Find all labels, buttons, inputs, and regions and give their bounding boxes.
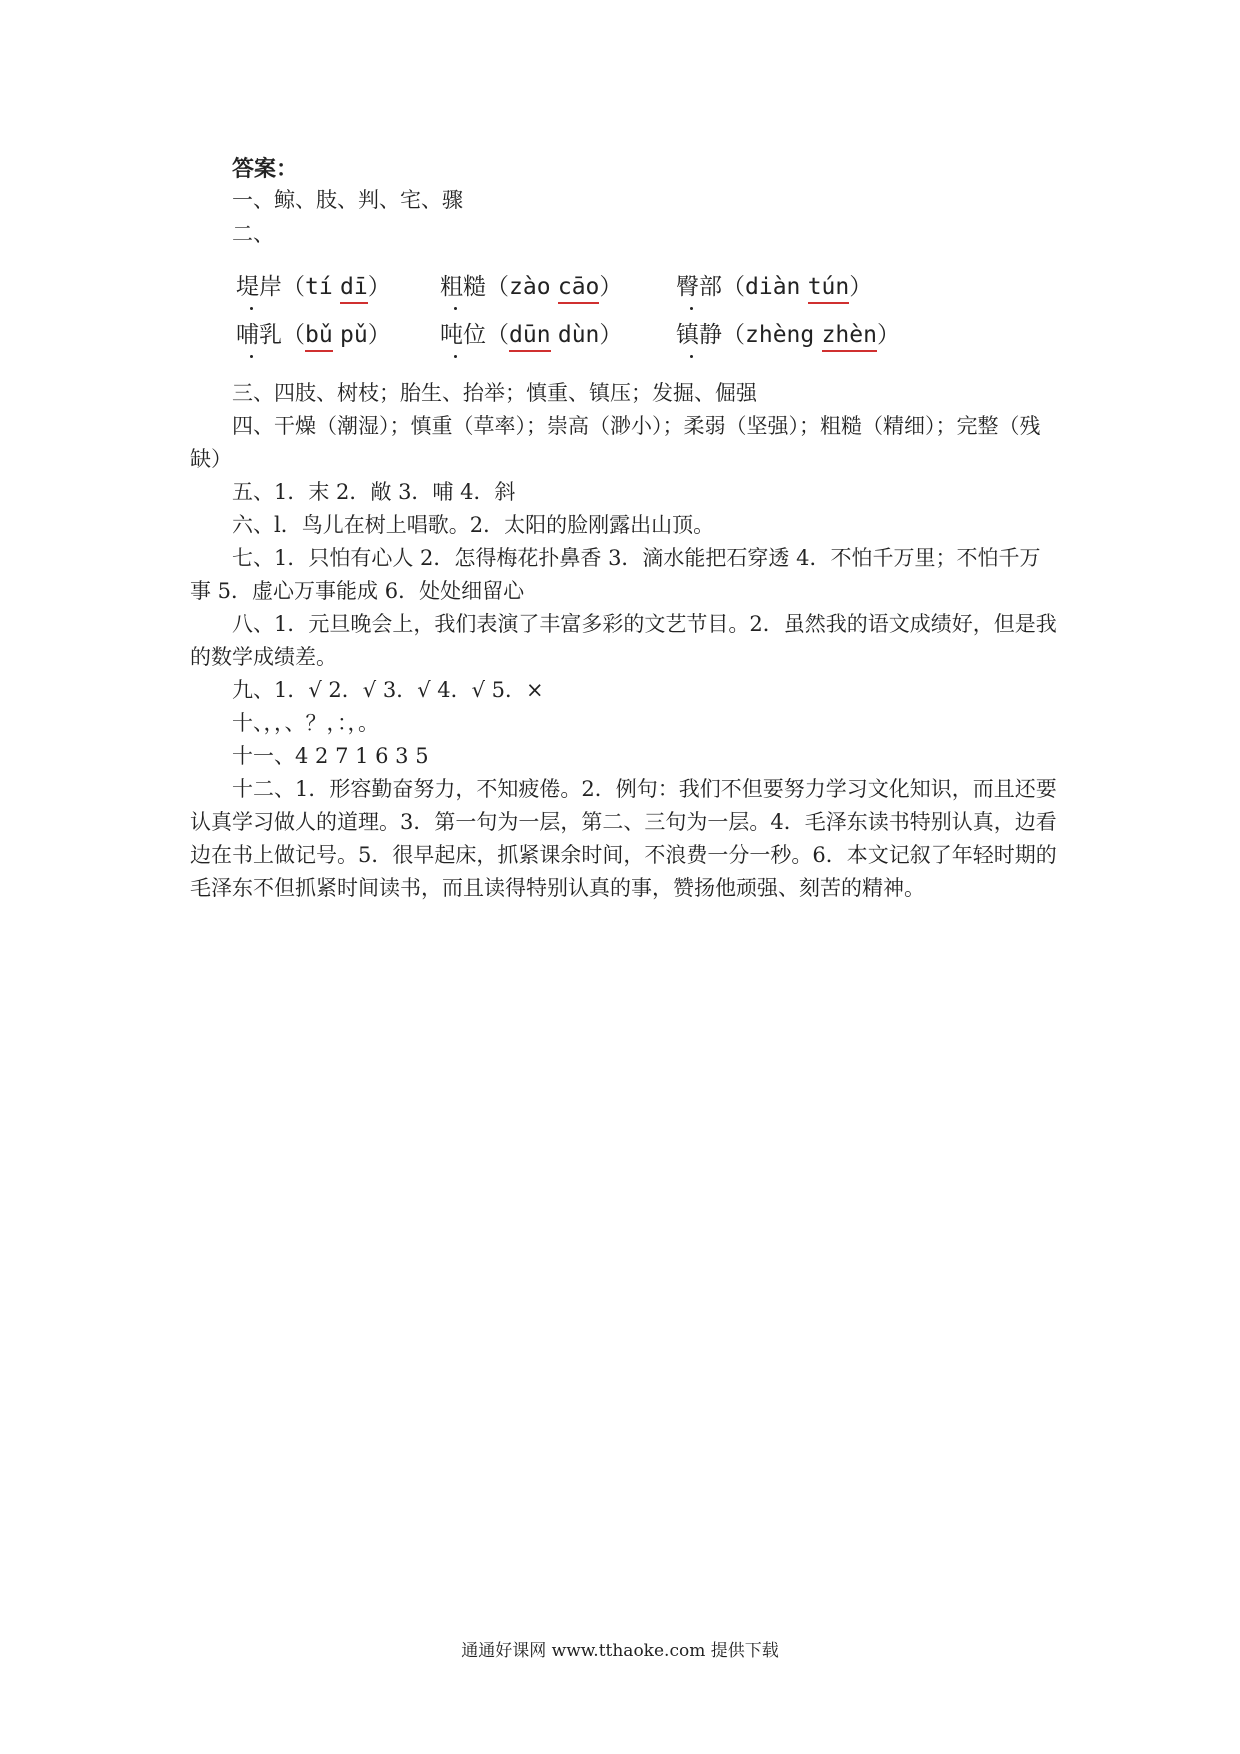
paren-close: ） (367, 322, 391, 348)
pinyin-option: dùn (557, 322, 600, 348)
paren-open: （ (486, 274, 509, 300)
pinyin-item (676, 268, 872, 301)
paren-open: （ (486, 322, 509, 348)
answer-4: 四、干燥（潮湿）；慎重（草率）；崇高（渺小）；柔弱（坚强）；粗糙（精细）；完整（残缺） (190, 414, 1041, 471)
footer-credit: 通通好课网 www.tthaoke.com 提供下载 (461, 1641, 779, 1661)
pinyin-word: 镇静 (676, 316, 722, 349)
emphasis-dot (250, 307, 253, 310)
pinyin-answer: bǔ (305, 322, 333, 352)
answer-11: 十一、4 2 7 1 6 3 5 (232, 744, 429, 768)
answer-12: 十二、1．形容勤奋努力，不知疲倦。2．例句：我们不但要努力学习文化知识，而且还要认真学习做人的道理。3．第一句为一层，第二、三句为一层。4．毛泽东读书特别认真，边看边在书上做记号。5．很早起床，抓紧课余时间，不浪费一分一秒。6．本文记叙了年轻时期的毛泽东不但抓紧时间读书，而且读得特别认真的事，赞扬他顽强、刻苦的精神。 (190, 777, 1057, 900)
pinyin-option: zào (509, 274, 551, 300)
pinyin-option: diàn (745, 274, 801, 300)
answer-6: 六、l．鸟儿在树上唱歌。2．太阳的脸刚露出山顶。 (232, 513, 715, 537)
paren-close: ） (599, 322, 623, 348)
pinyin-item (236, 268, 391, 301)
answer-8: 八、1．元旦晚会上，我们表演了丰富多彩的文艺节目。2．虽然我的语文成绩好，但是我的数学成绩差。 (190, 612, 1057, 669)
answer-10: 十、，，、？，：，。 (232, 711, 379, 735)
paren-close: ） (876, 322, 900, 348)
emphasis-dot (454, 307, 457, 310)
pinyin-option: pǔ (340, 322, 368, 348)
answer-1: 一、鲸、肢、判、宅、骤 (232, 188, 463, 212)
emphasis-dot (250, 355, 253, 358)
paren-close: ） (849, 274, 873, 300)
emphasis-dot (690, 355, 693, 358)
pinyin-answer: cāo (558, 274, 600, 304)
pinyin-option: zhèng (745, 322, 815, 348)
pinyin-item (440, 316, 622, 349)
pinyin-item (236, 316, 391, 349)
pinyin-word: 粗糙 (440, 268, 486, 301)
pinyin-option: tí (305, 274, 333, 300)
answer-heading: 答案： (232, 157, 299, 182)
paren-open: （ (282, 274, 305, 300)
pinyin-word: 臀部 (676, 268, 722, 301)
pinyin-answer: dī (340, 274, 368, 304)
emphasis-dot (690, 307, 693, 310)
pinyin-item (676, 316, 900, 349)
pinyin-answer: zhèn (822, 322, 877, 352)
answer-7: 七、1．只怕有心人 2．怎得梅花扑鼻香 3．滴水能把石穿透 4．不怕千万里；不怕千万事 5．虚心万事能成 6．处处细留心 (190, 546, 1041, 603)
paren-close: ） (367, 274, 391, 300)
answer-9: 九、1．√ 2．√ 3．√ 4．√ 5．× (232, 678, 544, 702)
pinyin-word: 堤岸 (236, 268, 282, 301)
paren-open: （ (282, 322, 305, 348)
pinyin-word: 吨位 (440, 316, 486, 349)
answer-5: 五、1．末 2．敞 3．哺 4．斜 (232, 480, 516, 504)
pinyin-answer: tún (808, 274, 850, 304)
pinyin-word: 哺乳 (236, 316, 282, 349)
emphasis-dot (454, 355, 457, 358)
paren-open: （ (722, 322, 745, 348)
paren-close: ） (599, 274, 623, 300)
answer-3: 三、四肢、树枝；胎生、抬举；慎重、镇压；发掘、倔强 (232, 381, 757, 405)
paren-open: （ (722, 274, 745, 300)
answer-2-label: 二、 (232, 222, 274, 246)
pinyin-answer: dūn (509, 322, 551, 352)
pinyin-item (440, 268, 622, 301)
